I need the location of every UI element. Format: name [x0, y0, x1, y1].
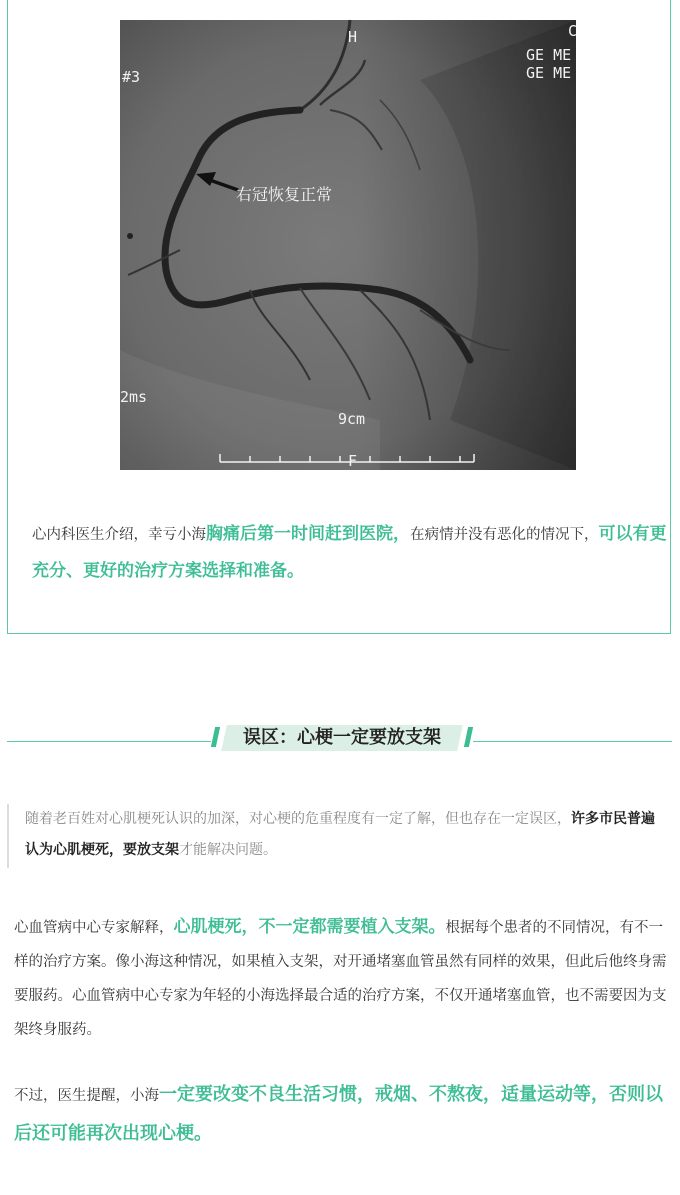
- paragraph-intro: [32, 516, 672, 590]
- highlight-span: 胸痛后第一时间赶到医院，: [206, 524, 410, 544]
- overlay-c: C: [568, 22, 578, 40]
- paragraph-advice: [14, 1076, 670, 1154]
- text-span: 根据每个患者的不同情况，有不一样的治疗方案。像小海这种情况，如果植入支架，对开通堵塞血管虽然有同样的效果，但此后他终身需要服药。心血管病中心专家为年轻的小海选择最合适的治疗方案，不仅开通堵塞血管，也不需要因为支架终身服药。: [14, 920, 667, 1038]
- text-span: 在病情并没有恶化的情况下，: [410, 527, 599, 543]
- highlight-span: 可以有更充分、更好的治疗方案选择和准备。: [32, 524, 667, 581]
- highlight-span: 心肌梗死，不一定都需要植入支架。: [173, 917, 446, 937]
- section-title-wrap: [211, 724, 473, 752]
- overlay-h: H: [348, 28, 358, 46]
- text-span: 随着老百姓对心肌梗死认识的加深，对心梗的危重程度有一定了解，但也存在一定误区，: [25, 811, 571, 827]
- overlay-ms: 2ms: [120, 388, 148, 406]
- section-header: [7, 724, 672, 754]
- bold-span: 许多市民普遍认为心肌梗死，要放支架: [25, 811, 655, 858]
- annotation-label: 右冠恢复正常: [236, 185, 333, 204]
- text-span: 才能解决问题。: [179, 842, 277, 858]
- overlay-f: F: [348, 452, 358, 470]
- article-card: [7, 0, 671, 634]
- text-span: 心内科医生介绍，幸亏小海: [32, 527, 206, 543]
- paragraph-expert: [14, 910, 670, 1047]
- angiogram-image: [120, 20, 576, 470]
- highlight-span: 一定要改变不良生活习惯，戒烟、不熬夜，适量运动等，否则以后还可能再次出现心梗。: [14, 1084, 663, 1144]
- text-span: 不过，医生提醒，小海: [14, 1088, 159, 1104]
- angiogram-svg: [120, 20, 576, 470]
- section-title: 误区：心梗一定要放支架: [243, 727, 441, 748]
- text-span: 心血管病中心专家解释，: [14, 920, 174, 936]
- quote-block: [7, 804, 667, 868]
- overlay-frame-number: #3: [122, 68, 141, 86]
- quote-text: [25, 804, 667, 866]
- overlay-scale: 9cm: [338, 410, 366, 428]
- overlay-vendor-1: GE ME: [526, 46, 572, 64]
- overlay-vendor-2: GE ME: [526, 64, 572, 82]
